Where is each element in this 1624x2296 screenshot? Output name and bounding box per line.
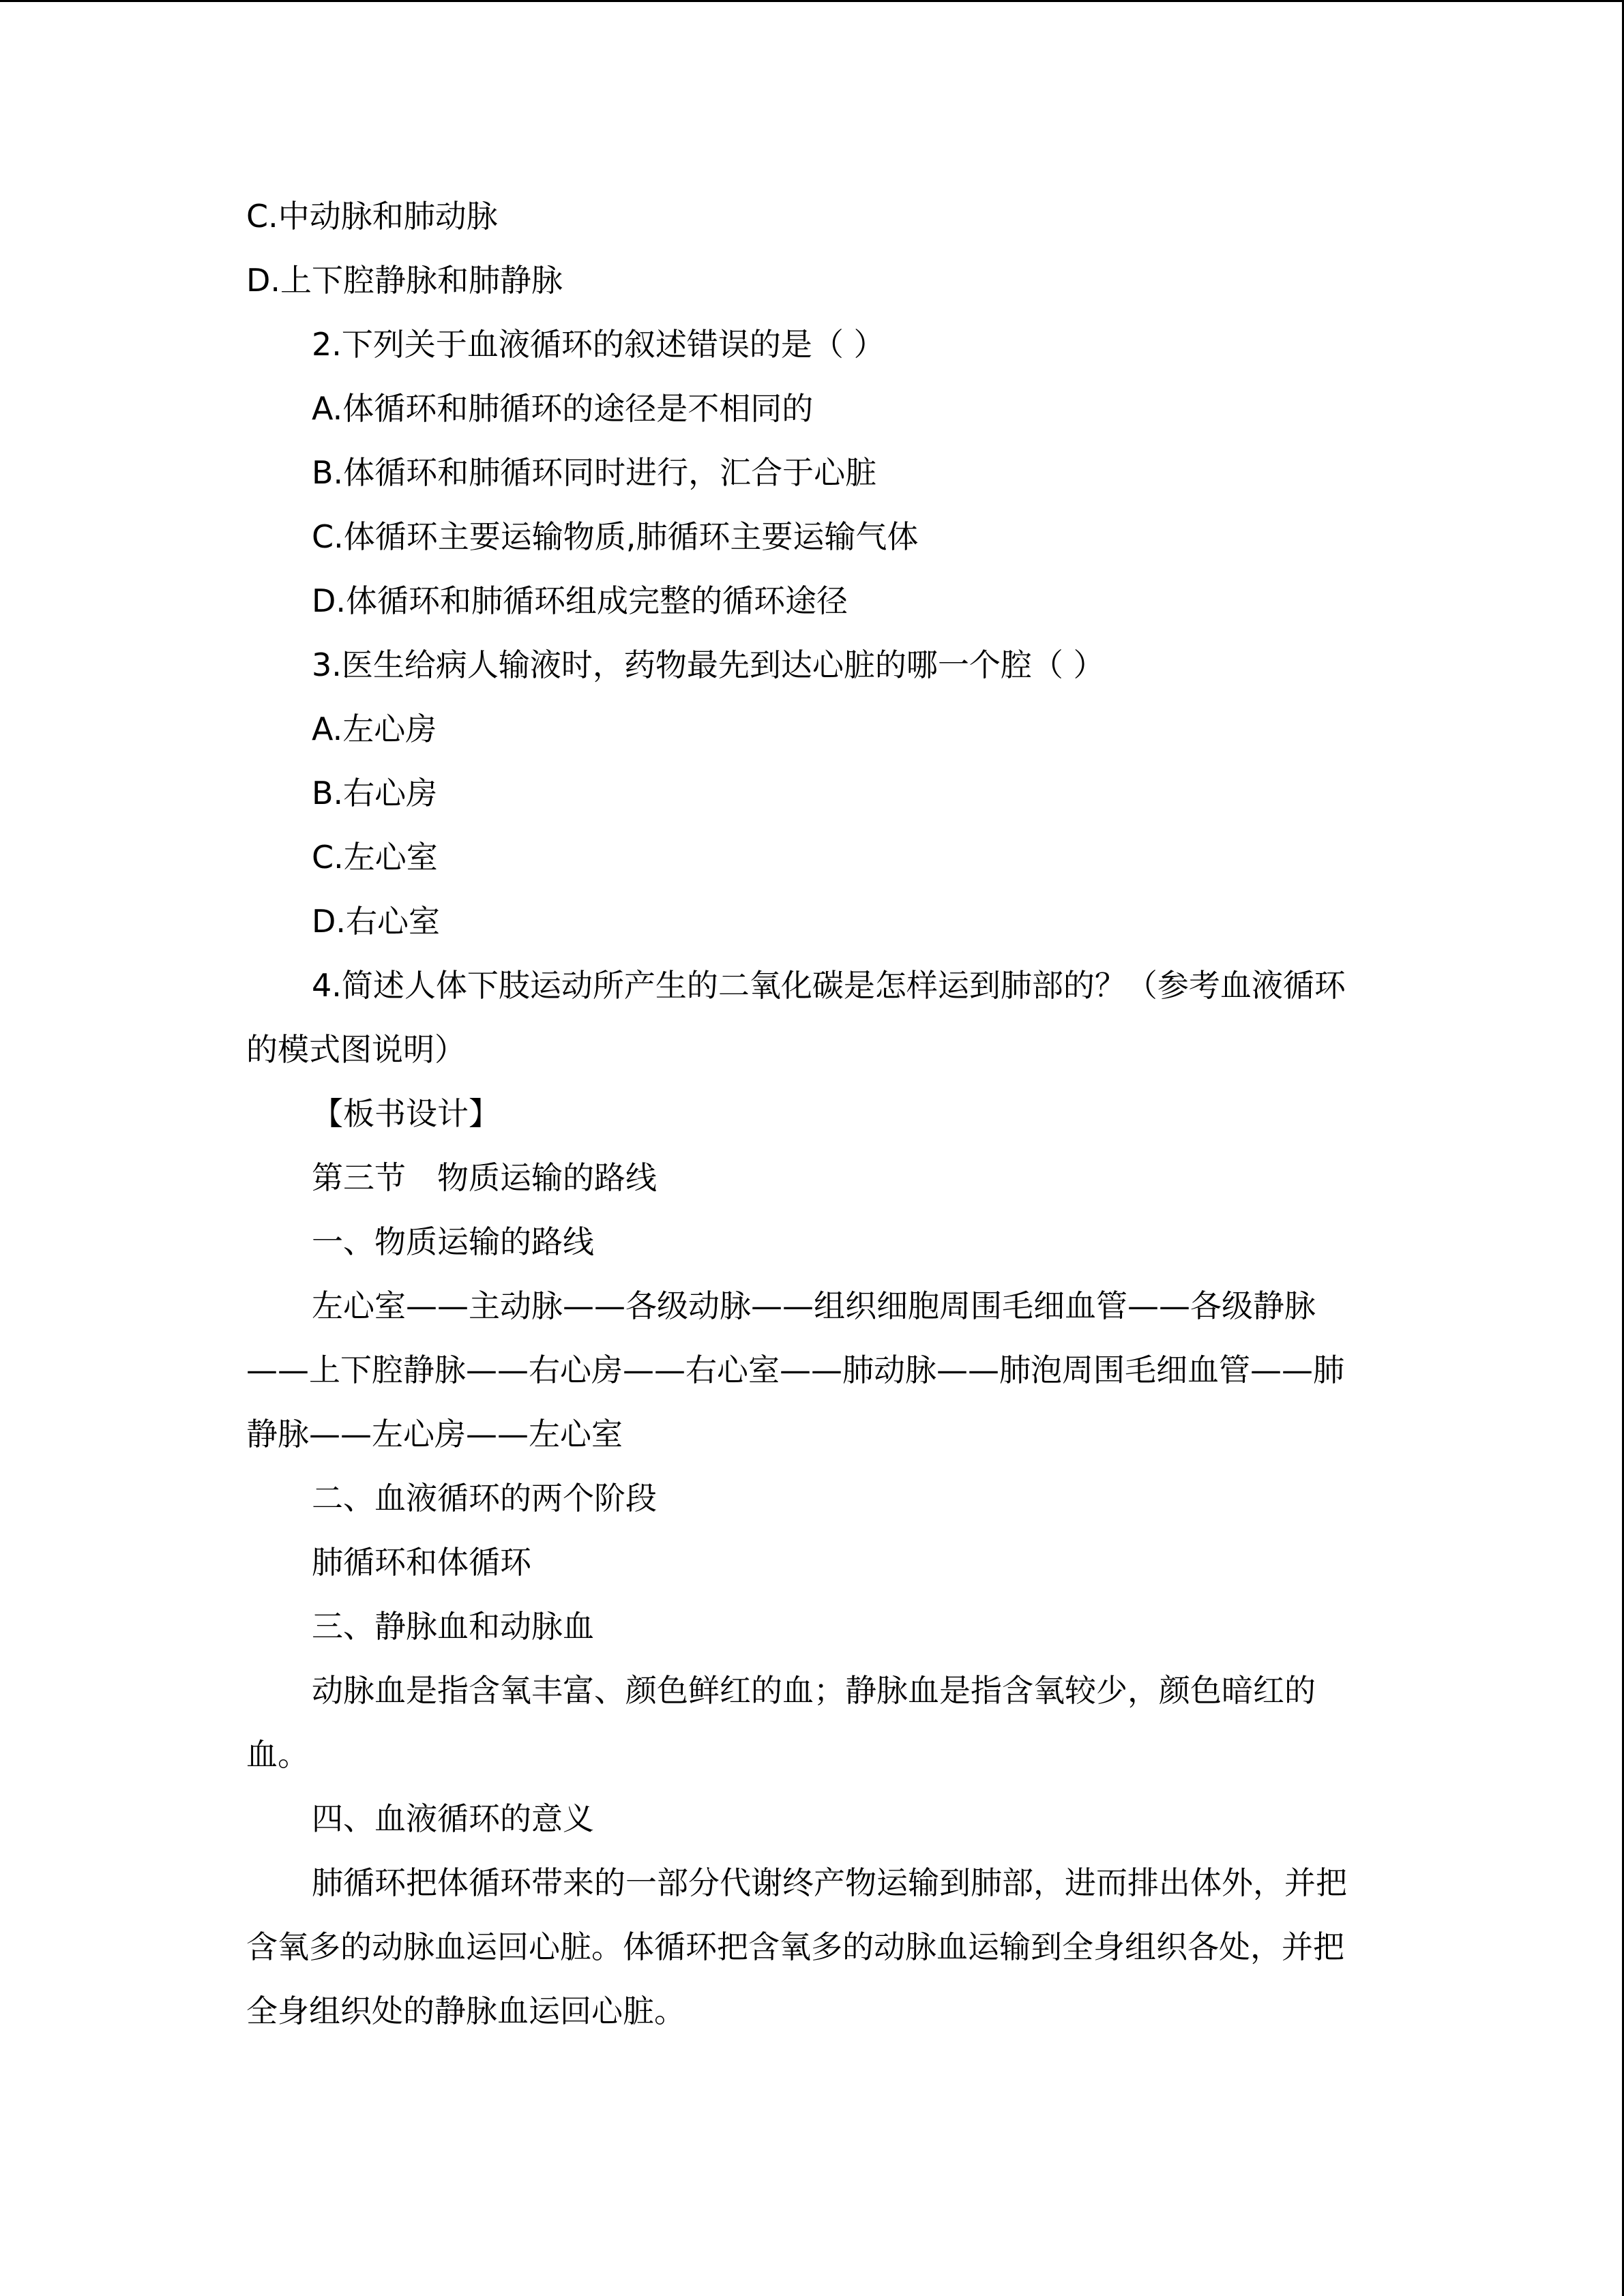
question-4: 4.简述人体下肢运动所产生的二氧化碳是怎样运到肺部的？（参考血液循环的模式图说明）: [246, 967, 1346, 1068]
option-c-q3: C.左心室: [312, 839, 438, 876]
part-2-body: 肺循环和体循环: [312, 1544, 531, 1581]
option-d-q3: D.右心室: [312, 903, 441, 940]
part-3-body: 动脉血是指含氧丰富、颜色鲜红的血；静脉血是指含氧较少，颜色暗红的血。: [246, 1672, 1316, 1773]
page-top-border: [0, 0, 1624, 2]
question-3: 3.医生给病人输液时，药物最先到达心脏的哪一个腔（ ）: [312, 646, 1105, 683]
part-2-heading: 二、血液循环的两个阶段: [312, 1480, 657, 1517]
option-c-q2: C.体循环主要运输物质,肺循环主要运输气体: [312, 518, 919, 555]
part-1-body: 左心室——主动脉——各级动脉——组织细胞周围毛细血管——各级静脉——上下腔静脉——右心房——右心室——肺动脉——肺泡周围毛细血管——肺静脉——左心房——左心室: [246, 1287, 1344, 1452]
option-d-q1: D.上下腔静脉和肺静脉: [246, 262, 563, 299]
document-body: [246, 184, 1365, 2043]
part-3-heading: 三、静脉血和动脉血: [312, 1608, 594, 1645]
part-4-body: 肺循环把体循环带来的一部分代谢终产物运输到肺部，进而排出体外，并把含氧多的动脉血运回心脏。体循环把含氧多的动脉血运输到全身组织各处，并把全身组织处的静脉血运回心脏。: [246, 1864, 1347, 2029]
option-a-q2: A.体循环和肺循环的途径是不相同的: [312, 390, 814, 427]
part-1-heading: 一、物质运输的路线: [312, 1223, 594, 1260]
option-b-q3: B.右心房: [312, 775, 438, 811]
option-b-q2: B.体循环和肺循环同时进行，汇合于心脏: [312, 454, 877, 491]
board-design-heading: 【板书设计】: [312, 1095, 500, 1132]
option-c-q1: C.中动脉和肺动脉: [246, 198, 498, 235]
section-title: 第三节 物质运输的路线: [312, 1159, 657, 1196]
part-4-heading: 四、血液循环的意义: [312, 1800, 594, 1837]
question-2: 2.下列关于血液循环的叙述错误的是（ ）: [312, 326, 885, 363]
option-a-q3: A.左心房: [312, 711, 437, 747]
option-d-q2: D.体循环和肺循环组成完整的循环途径: [312, 582, 848, 619]
